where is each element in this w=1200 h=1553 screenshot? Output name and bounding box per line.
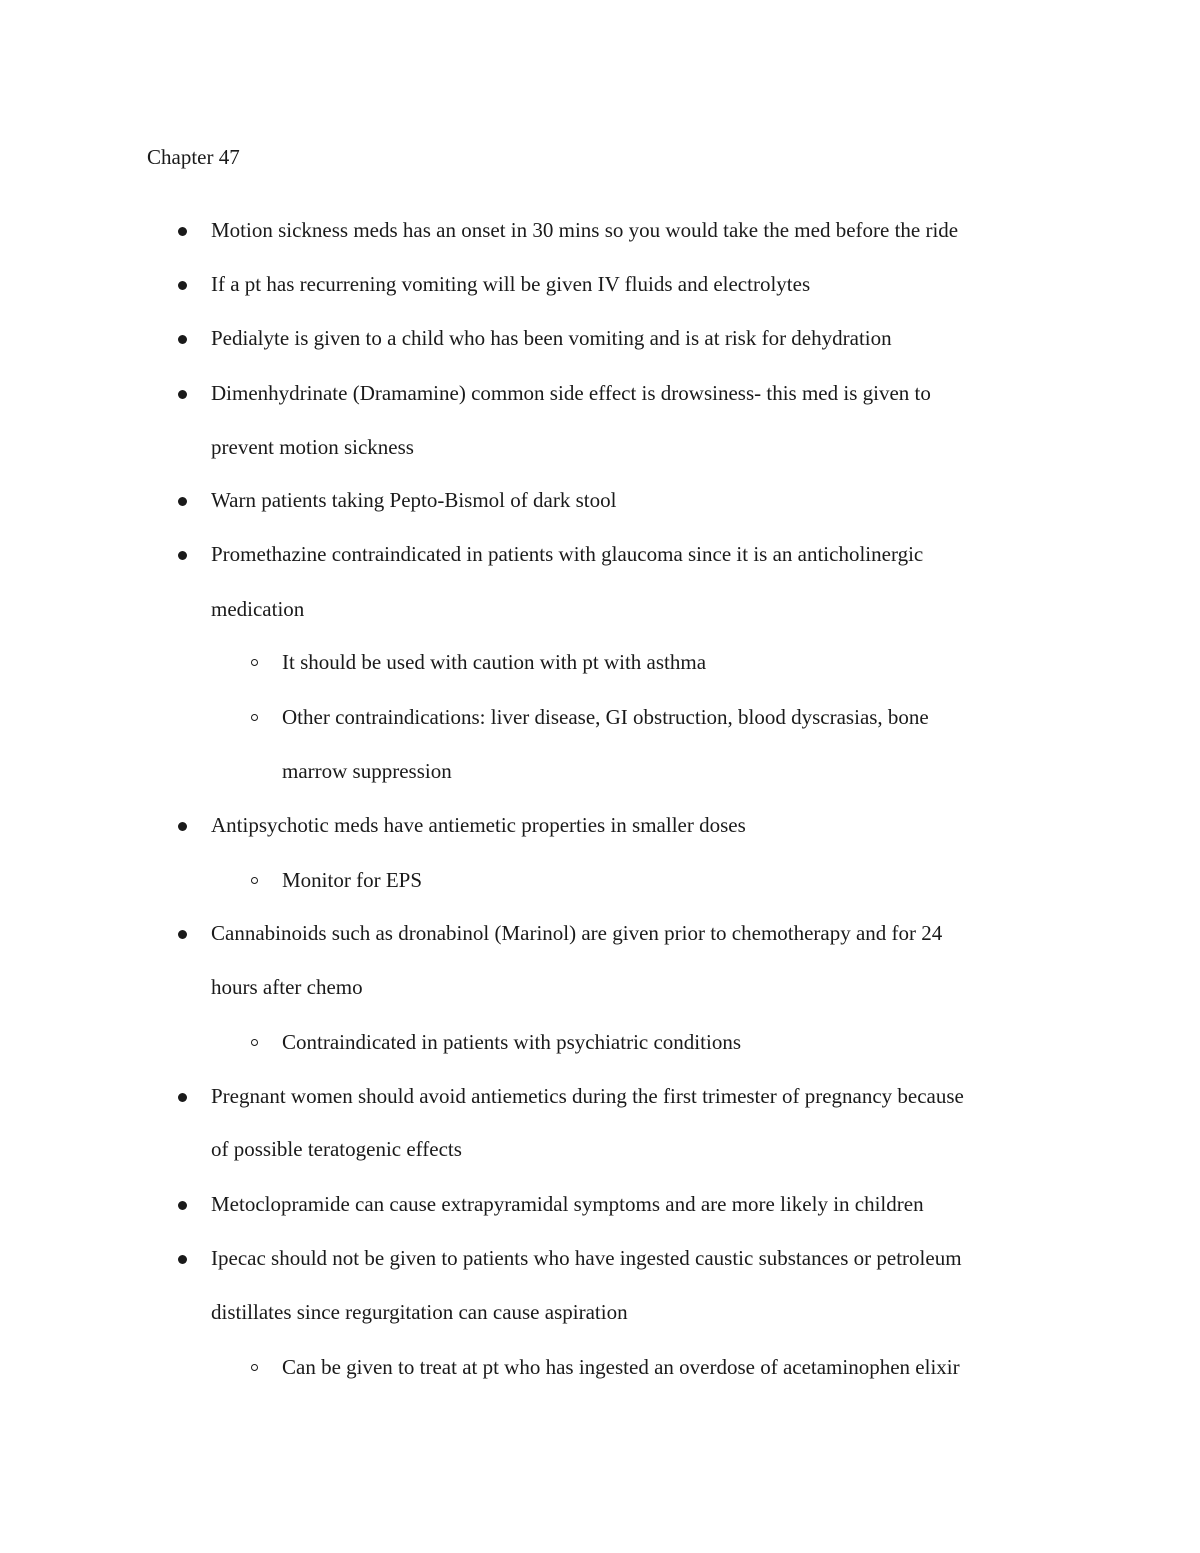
sub-bullet-icon [251,1364,258,1371]
list-item: Ipecac should not be given to patients who have ingested caustic substances or petroleum [211,1246,962,1270]
list-item: Antipsychotic meds have antiemetic properties in smaller doses [211,813,746,837]
list-item: Warn patients taking Pepto-Bismol of dark stool [211,488,617,512]
sub-list-item: It should be used with caution with pt with asthma [282,650,707,674]
sub-bullet-icon [251,877,258,884]
bullet-icon [178,497,187,506]
list-item-continuation: of possible teratogenic effects [211,1137,462,1161]
sub-list-item: Contraindicated in patients with psychiatric conditions [282,1030,741,1054]
list-item-continuation: hours after chemo [211,975,363,999]
list-item-continuation: prevent motion sickness [211,435,414,459]
bullet-icon [178,1255,187,1264]
sub-list-item: Can be given to treat at pt who has ingested an overdose of acetaminophen elixir [282,1355,960,1379]
sub-list-item: Other contraindications: liver disease, GI obstruction, blood dyscrasias, bone [282,705,929,729]
bullet-icon [178,335,187,344]
sub-bullet-icon [251,659,258,666]
list-item-continuation: medication [211,597,305,621]
list-item: Pedialyte is given to a child who has been vomiting and is at risk for dehydration [211,326,892,350]
sub-list-item-continuation: marrow suppression [282,759,452,783]
list-item: Dimenhydrinate (Dramamine) common side effect is drowsiness- this med is given to [211,381,931,405]
bullet-icon [178,1201,187,1210]
bullet-icon [178,390,187,399]
bullet-icon [178,227,187,236]
list-item: Metoclopramide can cause extrapyramidal symptoms and are more likely in children [211,1192,924,1216]
bullet-icon [178,281,187,290]
list-item: If a pt has recurrening vomiting will be given IV fluids and electrolytes [211,272,811,296]
list-item-continuation: distillates since regurgitation can cause aspiration [211,1300,628,1324]
sub-list-item: Monitor for EPS [282,868,423,892]
list-item: Pregnant women should avoid antiemetics during the first trimester of pregnancy because [211,1084,964,1108]
list-item: Cannabinoids such as dronabinol (Marinol) are given prior to chemotherapy and for 24 [211,921,943,945]
bullet-icon [178,1093,187,1102]
bullet-icon [178,822,187,831]
sub-bullet-icon [251,714,258,721]
page-title: Chapter 47 [147,145,240,169]
bullet-icon [178,551,187,560]
list-item: Promethazine contraindicated in patients with glaucoma since it is an anticholinergic [211,542,924,566]
bullet-icon [178,930,187,939]
sub-bullet-icon [251,1039,258,1046]
list-item: Motion sickness meds has an onset in 30 mins so you would take the med before the ride [211,218,959,242]
